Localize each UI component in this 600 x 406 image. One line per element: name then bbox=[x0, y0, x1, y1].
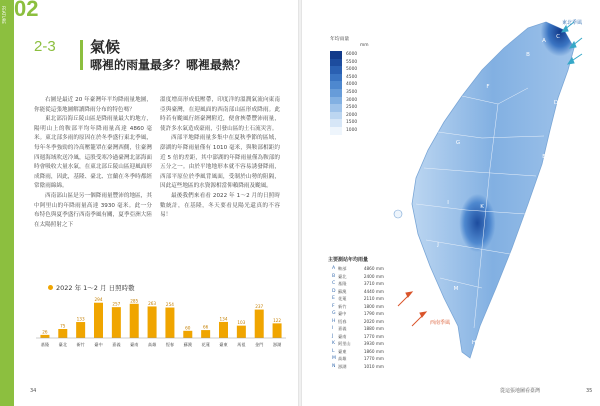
legend-swatch bbox=[330, 104, 342, 112]
sunshine-bar bbox=[130, 304, 139, 338]
stations-title: 主要測站年均雨量 bbox=[328, 257, 369, 263]
legend-class-label: 2000 bbox=[346, 112, 358, 118]
sunshine-category-label: 澎湖 bbox=[272, 342, 282, 347]
sunshine-bar-value: 122 bbox=[273, 317, 282, 323]
section-subtitle: 哪裡的雨量最多？哪裡最熱？ bbox=[90, 58, 247, 72]
map-station-marker: L bbox=[514, 266, 518, 272]
station-mark: K bbox=[332, 341, 336, 346]
station-mark: A bbox=[332, 266, 336, 271]
station-name: 臺中 bbox=[338, 311, 347, 316]
sunshine-bar-value: 75 bbox=[60, 323, 66, 329]
sunshine-bar bbox=[148, 306, 157, 338]
station-value: 1770 mm bbox=[363, 356, 384, 361]
legend-class-label: 3500 bbox=[346, 89, 358, 95]
station-name: 鞍部 bbox=[338, 266, 347, 271]
station-name: 基隆 bbox=[338, 281, 347, 286]
station-value: 2020 mm bbox=[363, 318, 384, 324]
station-name: 花蓮 bbox=[338, 296, 347, 301]
sunshine-bar bbox=[76, 322, 85, 338]
running-head: 從這張地圖看臺灣 bbox=[500, 388, 541, 394]
sunshine-bar bbox=[255, 310, 264, 338]
sunshine-category-label: 高雄 bbox=[147, 342, 157, 347]
map-station-marker: E bbox=[542, 154, 546, 160]
sunshine-bar-value: 134 bbox=[219, 316, 228, 322]
legend-class-label: 4000 bbox=[346, 82, 358, 88]
taiwan-rainfall-map bbox=[378, 8, 588, 378]
section-number: 2-3 bbox=[34, 38, 56, 55]
station-name: 蘇澳 bbox=[338, 288, 347, 294]
map-station-marker: I bbox=[447, 200, 449, 206]
sunshine-bar-value: 254 bbox=[165, 302, 174, 308]
station-value: 1010 mm bbox=[363, 363, 384, 369]
legend-swatch bbox=[330, 89, 342, 97]
sunshine-category-label: 臺中 bbox=[94, 342, 103, 347]
legend-swatch bbox=[330, 51, 342, 59]
sw-monsoon-label: 西南季風 bbox=[430, 320, 451, 326]
legend-class-label: 5000 bbox=[346, 67, 358, 73]
page-number-right: 35 bbox=[586, 388, 593, 394]
rainfall-legend bbox=[330, 51, 342, 135]
sunshine-bar-value: 66 bbox=[202, 324, 209, 330]
station-value: 3930 mm bbox=[363, 341, 384, 346]
station-name: 阿里山 bbox=[338, 341, 351, 346]
station-name: 臺南 bbox=[338, 333, 347, 339]
station-mark: D bbox=[332, 288, 336, 294]
paragraph: 最後我們來看看 2022 年 1～2 月的日照時數統計，在基隆，冬天要看見陽光還真的不容易！ bbox=[160, 192, 280, 219]
legend-swatch bbox=[330, 127, 342, 135]
station-mark: E bbox=[332, 296, 335, 301]
sunshine-bar bbox=[40, 335, 49, 338]
sunshine-bar-value: 60 bbox=[185, 325, 191, 331]
legend-class-label: 1500 bbox=[346, 120, 358, 126]
ne-monsoon-label: 東北季風 bbox=[562, 20, 583, 26]
map-station-marker: M bbox=[453, 286, 459, 292]
legend-swatch bbox=[330, 119, 342, 127]
legend-swatch bbox=[330, 74, 342, 82]
sunshine-bar-value: 285 bbox=[130, 298, 139, 304]
legend-title: 年均雨量 bbox=[330, 37, 350, 42]
sunshine-category-label: 恆春 bbox=[165, 342, 175, 347]
sunshine-bar-value: 294 bbox=[94, 297, 103, 303]
map-station-marker: N bbox=[395, 222, 401, 228]
sunshine-bar-value: 133 bbox=[76, 316, 85, 322]
legend-class-label: 1000 bbox=[346, 127, 358, 133]
station-mark: L bbox=[332, 348, 335, 354]
sunshine-category-label: 蘇澳 bbox=[183, 342, 192, 347]
paragraph: 西部平地降雨量多集中在夏秋季節的區域，澎湖的年降雨量僅有 1010 毫米，與鞍部相距約近 5 倍的差距，其中澎湖的年降雨量僅為鞍部的五分之一。由於平地地形本就不容易誘發降雨，西部平原位於季風背風面，受制於山勢的阻隔，因此這些地區的水資源相當仰賴降雨及颱風。 bbox=[160, 135, 280, 190]
station-name: 恆春 bbox=[338, 318, 347, 324]
map-station-marker: A bbox=[542, 38, 546, 44]
station-value: 1800 mm bbox=[363, 303, 384, 309]
sunshine-bar bbox=[183, 331, 192, 338]
sunshine-category-label: 臺南 bbox=[130, 342, 139, 347]
paragraph: 右圖是最近 20 年臺灣年平均降雨量地圖，你能從這張地圖解讀降雨分布的特色嗎？ bbox=[34, 97, 152, 113]
section-title: 氣候 bbox=[90, 38, 121, 56]
legend-swatch bbox=[330, 112, 342, 120]
sunshine-bar-value: 237 bbox=[255, 304, 264, 310]
paragraph: 溫度增高形成低壓帶，印度洋的溫潤氣流向東南亞與臺灣，在迎風面的西南部山區形成降雨。此時若有颱風行經臺灣附近，便會挾帶豐沛雨量，使許多水氣造成豪雨，引發山區的土石流災害。 bbox=[160, 97, 280, 132]
sunshine-bar bbox=[58, 329, 67, 338]
station-mark: B bbox=[332, 273, 336, 279]
chapter-strip bbox=[0, 0, 14, 406]
map-station-marker: J bbox=[437, 242, 439, 248]
chapter-tag: FEATURE bbox=[1, 6, 6, 24]
chart-bullet-icon bbox=[48, 285, 53, 290]
station-mark: C bbox=[332, 281, 336, 286]
station-value: 1770 mm bbox=[363, 333, 384, 339]
sunshine-category-label: 基隆 bbox=[40, 342, 50, 347]
map-station-marker: K bbox=[480, 204, 484, 210]
legend-class-label: 6000 bbox=[346, 52, 358, 57]
page-number-left: 34 bbox=[30, 388, 37, 394]
sunshine-bar-value: 26 bbox=[42, 329, 48, 335]
sunshine-bar bbox=[201, 330, 210, 338]
sunshine-bar-value: 103 bbox=[237, 320, 246, 326]
legend-unit: mm bbox=[360, 43, 369, 48]
station-value: 1860 mm bbox=[363, 348, 384, 354]
station-value: 2400 mm bbox=[363, 273, 384, 279]
sunshine-category-label: 臺東 bbox=[219, 342, 228, 347]
legend-swatch bbox=[330, 97, 342, 105]
penghu-island bbox=[394, 210, 402, 218]
station-mark: G bbox=[332, 311, 336, 316]
sunshine-category-label: 嘉義 bbox=[112, 342, 121, 347]
legend-class-label: 2500 bbox=[346, 105, 358, 111]
legend-class-label: 5500 bbox=[346, 59, 358, 65]
body-column-right bbox=[160, 96, 280, 221]
rainfall-legend-labels bbox=[346, 51, 357, 135]
paragraph: 東北部沿海丘陵山區是降雨量最大的地方，陽明山上的鞍部平均年降雨量高達 4860 毫米。東北部多雨的原因在於冬季盛行東北季風，每年冬季強勁的冷高壓籠罩在臺灣西側，往臺灣四週海域吹送冷風，這股受寒冷過臺灣北部海面時會吸收大量水氣，在東北部丘陵山區迎風面形成降雨，因此，基隆、臺北、宜蘭在冬季時都經常陰雨綿綿。 bbox=[34, 116, 152, 190]
station-mark: I bbox=[332, 326, 334, 331]
legend-class-label: 3000 bbox=[346, 97, 358, 103]
sunshine-bar bbox=[94, 303, 103, 338]
sunshine-bar-value: 263 bbox=[148, 300, 157, 306]
map-station-marker: C bbox=[556, 34, 560, 40]
station-name: 嘉義 bbox=[338, 326, 347, 331]
station-value: 1790 mm bbox=[363, 311, 384, 316]
station-value: 1880 mm bbox=[363, 326, 384, 331]
station-mark: J bbox=[332, 333, 334, 339]
legend-swatch bbox=[330, 59, 342, 67]
paragraph: 西南部山區是另一個降雨量豐沛的地區，其中阿里山的年降雨量高達 3930 毫米。此一分布特色與夏季盛行西南季風有關，夏季亞洲大陸在太陽照射之下 bbox=[34, 192, 152, 228]
sunshine-category-label: 金門 bbox=[255, 342, 264, 347]
sw-monsoon-arrows bbox=[398, 292, 426, 326]
station-name: 臺北 bbox=[338, 273, 347, 279]
legend-swatch bbox=[330, 81, 342, 89]
legend-class-label: 4500 bbox=[346, 74, 358, 80]
sunshine-bar-chart bbox=[36, 292, 286, 350]
station-value: 2110 mm bbox=[363, 296, 384, 301]
sunshine-category-label: 馬祖 bbox=[237, 342, 246, 347]
map-station-marker: G bbox=[455, 140, 461, 146]
sunshine-bar-value: 257 bbox=[112, 301, 121, 307]
map-station-marker: F bbox=[486, 84, 490, 90]
legend-swatch bbox=[330, 66, 342, 74]
sunshine-category-label: 臺北 bbox=[58, 342, 67, 347]
map-station-marker: B bbox=[526, 52, 530, 58]
sunshine-category-label: 花蓮 bbox=[201, 342, 210, 347]
station-name: 高雄 bbox=[338, 356, 347, 361]
sunshine-bar bbox=[273, 323, 282, 338]
sunshine-bar bbox=[237, 326, 246, 338]
title-accent-bar bbox=[80, 40, 83, 70]
map-station-marker: H bbox=[471, 340, 477, 346]
sunshine-bar bbox=[112, 307, 121, 338]
station-name: 臺東 bbox=[338, 348, 347, 354]
chapter-number: 02 bbox=[14, 0, 39, 21]
station-value: 4860 mm bbox=[363, 266, 384, 271]
map-station-marker: D bbox=[553, 100, 559, 106]
body-column-left bbox=[34, 96, 152, 230]
station-name: 澎湖 bbox=[338, 363, 347, 369]
station-value: 3710 mm bbox=[363, 281, 384, 286]
sunshine-category-label: 新竹 bbox=[76, 342, 85, 347]
station-value: 4440 mm bbox=[363, 288, 384, 294]
station-mark: N bbox=[332, 363, 336, 369]
station-mark: M bbox=[332, 356, 336, 361]
station-mark: H bbox=[332, 318, 336, 324]
station-name: 新竹 bbox=[338, 303, 347, 309]
station-mark: F bbox=[332, 303, 335, 309]
sunshine-bar bbox=[219, 322, 228, 338]
sunshine-chart-title: 2022 年 1～2 月 日照時數 bbox=[56, 284, 135, 292]
sunshine-bar bbox=[165, 308, 174, 338]
